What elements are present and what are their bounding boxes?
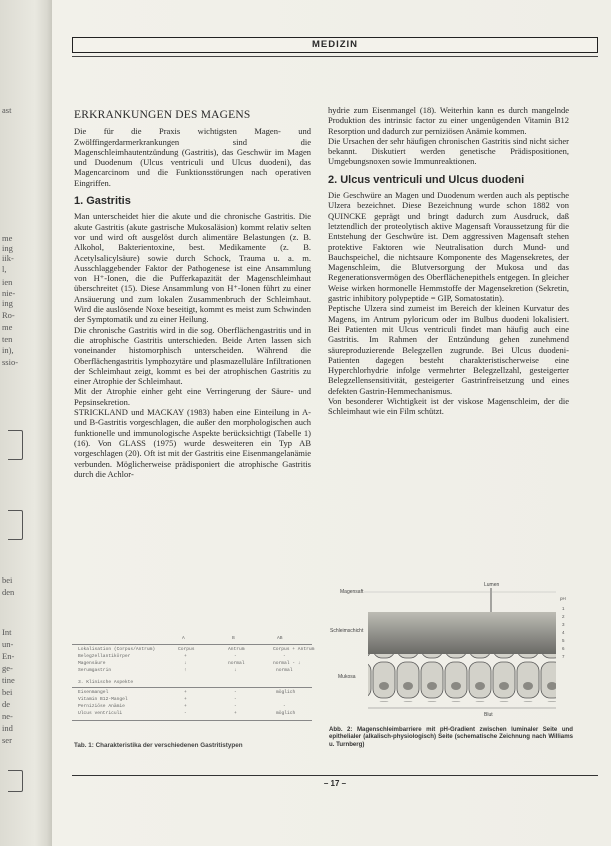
table-cell: + [184, 704, 187, 709]
table-cell: - [234, 697, 237, 702]
page-footer [72, 775, 598, 786]
table-cell: Magensäure [78, 661, 106, 666]
table-row [78, 647, 315, 653]
table-cell: Perniziöse Anämie [78, 704, 125, 709]
table-cell: normal [228, 661, 245, 666]
ph-tick: 6 [562, 646, 565, 651]
spine-fragment: ten [2, 334, 13, 344]
spine-fragment: Int [2, 627, 12, 637]
spine-fragment: de [2, 699, 11, 709]
table-cell: ↓ [184, 661, 187, 666]
table-cell: möglich [276, 711, 296, 716]
page-number: – 17 – [323, 779, 347, 788]
ph-tick: 5 [562, 638, 565, 643]
table-cell: 3. Klinische Aspekte [78, 680, 134, 685]
paragraph: Die Geschwüre an Magen und Duodenum werden auch als peptische Ulzera bezeichnet. Diese Bezeichnung wurde schon 1882 von QUINCKE geprägt und bringt dadurch zum Ausdruck, daß letztendlich der proteolytisch aktive Magensaft Voraussetzung für die Entstehung der Geschwüre ist. Dem aggressiven Magensaft stehen protektive Faktoren wie Neutralisation durch Mund- und Bauchspeichel, die nichtsaure Komponente des Magensekretes, der Magenschleim, die Blutversorgung der Mukosa und das Regenerationsvermögen des Oberflächenepithels entgegen. In gleicher Weise wirken hormonelle Hemmstoffe der Magensekretion (Sekretin, gastric inhibitory polypeptide = GIP, Somatostatin). [328, 190, 569, 304]
spine-fragment: ne- [2, 711, 13, 721]
ph-scale [560, 596, 566, 659]
spine-fragment: me [2, 322, 13, 332]
table-row [78, 690, 312, 696]
table-row [78, 711, 312, 717]
ph-scale-label: pH [560, 596, 566, 601]
table-row [78, 668, 312, 674]
table-rule [72, 644, 312, 645]
table-cell: + [234, 711, 237, 716]
paragraph: Von besonderer Wichtigkeit ist der viskose Magenschleim, der die Schleimhaut wie ein Film schützt. [328, 396, 569, 417]
section-title: MEDIZIN [311, 39, 359, 50]
paragraph: Die Ursachen der sehr häufigen chronischen Gastritis sind nicht sicher bekannt. Diskutiert werden genetische Prädispositionen, Umgebungsnoxen sowie Immunreaktionen. [328, 135, 569, 167]
table-header-cell: A [182, 636, 185, 641]
table-cell: Corpus + Antrum [273, 647, 315, 652]
spine-fragment: nie- [2, 288, 16, 298]
paragraph: hydrie zum Eisenmangel (18). Weiterhin kann es durch mangelnde Produktion des intrinsic factor zu einer ungenügenden Vitamin B12 Resorption und dadurch zur perniziösen Anämie kommen. [328, 105, 569, 136]
table-cell: Vitamin B12-Mangel [78, 697, 128, 702]
mucus-barrier-diagram [324, 580, 572, 720]
paragraph: Die chronische Gastritis wird in die sog. Oberflächengastritis und in die atrophische Gastritis unterschieden. Beide Arten lassen sich voneinander histomorphisch unterscheiden. Während die Oberflächengastritis lymphozytäre und plasmazelluläre Infiltrationen der Schleimhaut zeigt, kommt es bei der atrophischen Gastritis zu einer Atrophie der Schleimhaut. [74, 324, 311, 387]
spine-fragment: me [2, 233, 13, 243]
table-header-cell: B [232, 636, 235, 641]
table-cell: - [234, 704, 237, 709]
mucus-barrier-figure [324, 580, 572, 720]
ph-tick: 1 [562, 606, 565, 611]
spine-fragment: Ro- [2, 310, 15, 320]
label-blut: Blut [484, 712, 493, 718]
spine-fragment: tine [2, 675, 15, 685]
table-cell: Belegzellantikörper [78, 654, 131, 659]
table-cell: Ulcus ventriculi [78, 711, 123, 716]
paragraph: Man unterscheidet hier die akute und die chronische Gastritis. Die akute Gastritis (akute gastrische Mukosaläsion) kommt relativ selten vor und wird oft ausgelöst durch alimentäre Belastungen (z. B. Alkohol, Bakterientoxine, best. Medikamente (z. B. Acetylsalicylsäure) sowie durch Schock, Trauma u. a. m. Ausschlaggebender Faktor der Pathogenese ist eine Ansammlung von H⁺-Ionen, die die Pufferkapazität der Magenschleimhaut überschreitet (15). Diese Ansammlung von H⁺-Ionen führt zu einer Ansäuerung und zum lokalen Zusammenbruch der Schleimhaut. Wird die auslösende Noxe beseitigt, kommt es meist zum Schwinden der Symptomatik und zu einer Heilung. [74, 211, 311, 325]
table-cell: ↓ [234, 668, 237, 673]
table-row [78, 697, 312, 703]
label-lumen: Lumen [484, 582, 500, 589]
table-cell: - [184, 711, 187, 716]
table-rule [72, 720, 312, 721]
section-heading-gastritis: 1. Gastritis [74, 195, 131, 208]
table-header-cell: AB [277, 636, 283, 641]
spine-fragment: En- [2, 651, 15, 661]
ph-tick: 2 [562, 614, 565, 619]
intro-paragraph: Die für die Praxis wichtigsten Magen- und Zwölffingerdarmerkrankungen sind die Magenschleimhautentzündung (Gastritis), das Geschwür im Magen und Duodenum (Ulcus ventriculi und Ulcus duodeni), das Magencarcinom und die Funktionsstörungen nach operativen Eingriffen. [74, 126, 311, 188]
spine-fragment: ing [2, 298, 13, 308]
table-row [78, 654, 312, 660]
table-cell: möglich [276, 690, 296, 695]
table-caption: Tab. 1: Charakteristika der verschiedenen Gastritistypen [74, 742, 243, 749]
table-cell: normal - ↓ [273, 661, 301, 666]
spine-fragment: iik- [2, 253, 14, 263]
table-header [72, 636, 312, 644]
spine-fragment: un- [2, 639, 14, 649]
label-mukosa: Mukosa [338, 674, 356, 680]
table-cell: Eisenmangel [78, 690, 109, 695]
table-cell: - [234, 654, 237, 659]
spine-fragment: ing [2, 243, 13, 253]
section-heading-ulcus: 2. Ulcus ventriculi und Ulcus duodeni [328, 173, 525, 186]
table-row [78, 704, 312, 710]
table-cell: - [283, 654, 286, 659]
spine-fragment: l, [2, 264, 7, 274]
spine-fragment: ien [2, 277, 13, 287]
table-cell: Lokalisation (Corpus/Antrum) [78, 647, 156, 652]
label-schleimschicht: Schleimschicht [330, 628, 364, 634]
article-heading: ERKRANKUNGEN DES MAGENS [74, 109, 251, 121]
ph-tick: 4 [562, 630, 565, 635]
ph-tick: 7 [562, 654, 565, 659]
label-magensaft: Magensaft [340, 589, 364, 595]
table-cell: + [184, 654, 187, 659]
figure-caption: Abb. 2: Magenschleimbarriere mit pH-Gradient zwischen luminaler Seite und epithelialer (alkalisch-physiologisch) Seite (schematische Zeichnung nach Williams u. Turnberg) [329, 726, 573, 748]
spine-fragment: in), [2, 345, 14, 355]
header-rule [72, 56, 598, 57]
spine-fragment: ast [2, 105, 12, 115]
table-cell: normal [276, 668, 293, 673]
section-header [72, 37, 598, 53]
paragraph: Mit der Atrophie einher geht eine Verringerung der Säure- und Pepsinsekretion. [74, 386, 311, 407]
ph-tick: 3 [562, 622, 565, 627]
table-cell: + [184, 697, 187, 702]
table-row [78, 661, 312, 667]
spine-fragment: ge- [2, 663, 13, 673]
mucosa-cells [368, 654, 556, 702]
binder-hole-icon [8, 430, 23, 460]
table-cell: ↑ [184, 668, 187, 673]
table-row [78, 680, 312, 686]
mucus-layer [368, 612, 556, 654]
paragraph: Peptische Ulzera sind zumeist im Bereich der kleinen Kurvatur des Magens, im Antrum pyloricum oder im Bulbus duodeni lokalisiert. Bei Patienten mit Ulcus ventriculi findet man häufig auch eine Gastritis. Im Rahmen der Entzündung gehen zunehmend säureproduzierende Belegzellen zugrunde. Bei Ulcus duodeni-Patienten dagegen besteht charakteristischerweise eine Hyperchlorhydrie infolge vermehrter Belegzellzahl, gesteigerter Belegzellensensitivität, gesteigerter Gastrinfreisetzung und eines defekten Gastrin-Hemmechanismus. [328, 303, 569, 396]
column-left [74, 110, 311, 479]
table-cell: Antrum [228, 647, 245, 652]
spine-fragment: ssio- [2, 357, 19, 367]
spine-fragment: ser [2, 735, 12, 745]
binder-hole-icon [8, 510, 23, 540]
table-cell: - [234, 690, 237, 695]
binder-hole-icon [8, 770, 23, 792]
column-right [328, 105, 569, 417]
table-cell: Serumgastrin [78, 668, 112, 673]
spine-fragment: ind [2, 723, 13, 733]
binding-spine [0, 0, 52, 846]
table-cell: - [283, 704, 286, 709]
spine-fragment: bei [2, 687, 13, 697]
table-cell: + [184, 690, 187, 695]
paragraph: STRICKLAND und MACKAY (1983) haben eine Einteilung in A- und B-Gastritis vorgeschlagen, die außer den morphologischen auch funktionelle und immunologische Aspekte berücksichtigt (Tabelle 1) (16). Von GLASS (1975) wurde desweiteren ein Typ AB vorgeschlagen (20). Oft ist mit der Gastritis eine Eisenmangelanämie verbunden. Möglicherweise prädisponiert die atrophische Gastritis durch die Achlor- [74, 407, 311, 479]
table-cell: Corpus [178, 647, 195, 652]
spine-fragment: den [2, 587, 15, 597]
table-rule [72, 687, 312, 688]
spine-fragment: bei [2, 575, 13, 585]
gastritis-table [72, 636, 315, 728]
